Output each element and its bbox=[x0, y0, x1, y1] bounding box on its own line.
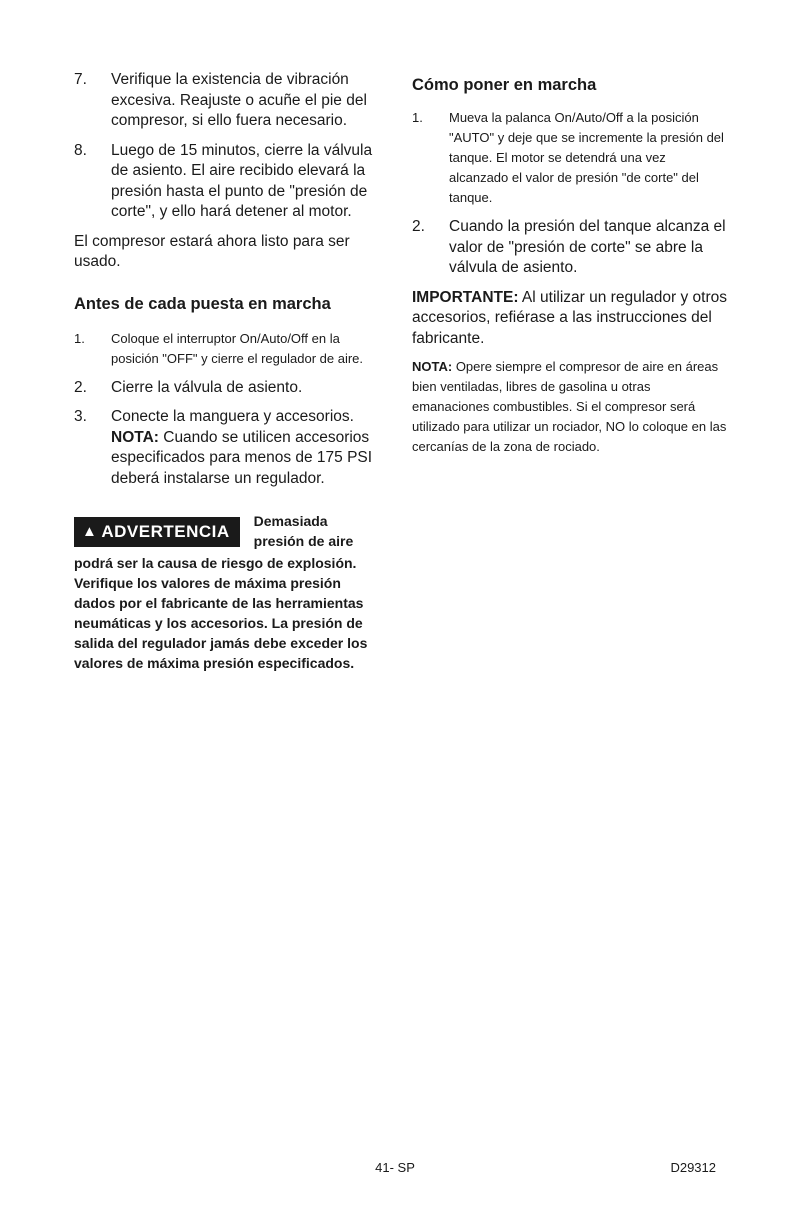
item-text: Coloque el interruptor On/Auto/Off en la posición "OFF" y cierre el regulador de aire. bbox=[111, 330, 364, 366]
item-number: 8. bbox=[74, 141, 87, 159]
item-text: Luego de 15 minutos, cierre la válvula de asiento. El aire recibido elevará la presión hasta el punto de "presión de corte", y ello hará detener al motor. bbox=[111, 141, 373, 220]
right-column bbox=[412, 70, 728, 465]
list-item bbox=[412, 217, 728, 279]
list-item bbox=[74, 141, 374, 223]
item-number: 1. bbox=[74, 330, 85, 346]
item-text: Cierre la válvula de asiento. bbox=[111, 378, 303, 396]
item-text-main: Conecte la manguera y accesorios. bbox=[111, 408, 354, 425]
left-column bbox=[74, 70, 374, 673]
item-number: 2. bbox=[412, 218, 425, 235]
important-paragraph bbox=[412, 288, 728, 350]
warning-triangle-icon: ▲ bbox=[82, 523, 98, 540]
list-item bbox=[412, 108, 728, 208]
warning-block bbox=[74, 511, 374, 551]
warning-badge bbox=[74, 517, 240, 547]
item-text bbox=[111, 407, 374, 489]
section-heading-before-start: Antes de cada puesta en marcha bbox=[74, 294, 331, 313]
item-text: Mueva la palanca On/Auto/Off a la posición "AUTO" y deje que se incremente la presión del tanque. El motor se detendrá una vez alcanzado el valor de presión "de corte" del tanque. bbox=[449, 110, 724, 205]
item-text: Verifique la existencia de vibración excesiva. Reajuste o acuñe el pie del compresor, si ello fuera necesario. bbox=[111, 71, 367, 129]
item-number: 1. bbox=[412, 110, 423, 125]
page-number: 41- SP bbox=[375, 1160, 415, 1175]
list-item bbox=[74, 329, 374, 369]
warning-body: podrá ser la causa de riesgo de explosión. Verifique los valores de máxima presión dados por el fabricante de las herramientas neumáticas y los accesorios. La presión de salida del regulador jamás debe exceder los valores de máxima presión especificados. bbox=[74, 555, 368, 671]
ready-paragraph: El compresor estará ahora listo para ser usado. bbox=[74, 232, 350, 270]
warning-badge-label: ADVERTENCIA bbox=[101, 522, 230, 541]
item-number: 3. bbox=[74, 408, 87, 425]
important-text: Al utilizar un regulador y otros accesorios, refiérase a las instrucciones del fabricante. bbox=[412, 288, 727, 347]
document-code: D29312 bbox=[670, 1160, 716, 1175]
note-text: Cuando se utilicen accesorios especificados para menos de 175 PSI deberá instalarse un regulador. bbox=[111, 428, 373, 487]
section-heading-how-to-start: Cómo poner en marcha bbox=[412, 76, 597, 94]
nota-paragraph bbox=[412, 357, 728, 457]
list-item bbox=[74, 407, 374, 489]
nota-label: NOTA: bbox=[412, 359, 453, 374]
list-item bbox=[74, 378, 374, 399]
note-label: NOTA: bbox=[111, 428, 159, 446]
warning-lead: Demasiada presión de aire bbox=[253, 513, 354, 549]
item-text: Cuando la presión del tanque alcanza el valor de "presión de corte" se abre la válvula de asiento. bbox=[449, 218, 726, 276]
item-number: 2. bbox=[74, 378, 87, 396]
list-item bbox=[74, 70, 374, 132]
item-number: 7. bbox=[74, 71, 87, 88]
important-label: IMPORTANTE: bbox=[412, 288, 519, 306]
nota-text: Opere siempre el compresor de aire en áreas bien ventiladas, libres de gasolina u otras emanaciones combustibles. Si el compresor será utilizado para utilizar un rociador, NO lo coloque en las cercanías de la zona de rociado. bbox=[412, 359, 727, 454]
